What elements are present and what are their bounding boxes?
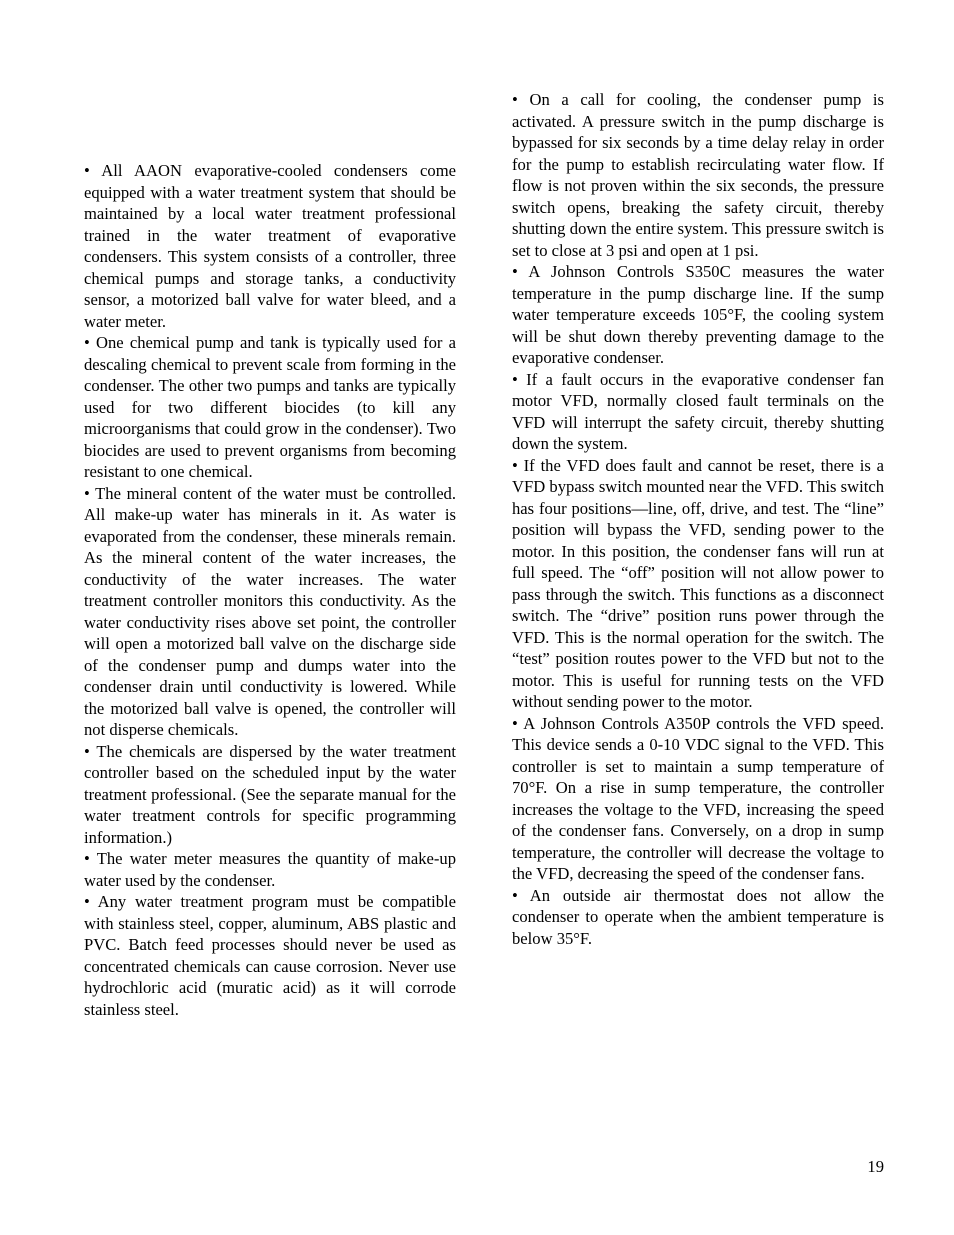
right-column [512, 89, 884, 949]
page-number: 19 [867, 1157, 884, 1176]
left-column [84, 160, 456, 1020]
paragraph-outside-air-thermostat: • An outside air thermostat does not allow the condenser to operate when the ambient temperature is below 35°F. [512, 885, 884, 948]
paragraph-chemical-pumps: • One chemical pump and tank is typically used for a descaling chemical to prevent scale from forming in the condenser. The other two pumps and tanks are typically used for two different biocides (to kill any microorganisms that could grow in the condenser). Two biocides are used to prevent organisms from becoming resistant to one chemical. [84, 333, 456, 481]
paragraph-vfd-fault: • If a fault occurs in the evaporative condenser fan motor VFD, normally closed fault terminals on the VFD will interrupt the safety circuit, thereby shutting down the system. [512, 369, 884, 453]
paragraph-water-meter: • The water meter measures the quantity of make-up water used by the condenser. [84, 849, 456, 890]
paragraph-chemical-dispersal: • The chemicals are dispersed by the water treatment controller based on the scheduled input by the water treatment professional. (See the separate manual for the water treatment controls for specific programming information.) [84, 741, 456, 847]
paragraph-a350p-controller: • A Johnson Controls A350P controls the VFD speed. This device sends a 0-10 VDC signal to the VFD. This controller is set to maintain a sump temperature of 70°F. On a rise in sump temperature, the controller increases the voltage to the VFD, increasing the speed of the condenser fans. Conversely, on a drop in sump temperature, the controller will decrease the voltage to the VFD, decreasing the speed of the condenser fans. [512, 713, 884, 883]
paragraph-s350c-sensor: • A Johnson Controls S350C measures the water temperature in the pump discharge line. If the sump water temperature exceeds 105°F, the cooling system will be shut down thereby preventing damage to the evaporative condenser. [512, 262, 884, 367]
paragraph-condenser-pump: • On a call for cooling, the condenser pump is activated. A pressure switch in the pump discharge is bypassed for six seconds by a time delay relay in order for the pump to establish recirculating water flow. If flow is not proven within the six seconds, the pressure switch opens, breaking the safety circuit, thereby shutting down the entire system. This pressure switch is set to close at 3 psi and open at 1 psi. [512, 90, 884, 260]
paragraph-water-treatment-system: • All AAON evaporative-cooled condensers come equipped with a water treatment system that should be maintained by a local water treatment professional trained in the water treatment of evaporative condensers. This system consists of a controller, three chemical pumps and storage tanks, a conductivity sensor, a motorized ball valve for water bleed, and a water meter. [84, 161, 456, 331]
paragraph-treatment-compatibility: • Any water treatment program must be compatible with stainless steel, copper, aluminum, ABS plastic and PVC. Batch feed processes should never be used as concentrated chemicals can cause corrosion. Never use hydrochloric acid (muratic acid) as it will corrode stainless steel. [84, 892, 456, 1019]
paragraph-vfd-bypass-switch: • If the VFD does fault and cannot be reset, there is a VFD bypass switch mounted near the VFD. This switch has four positions—line, off, drive, and test. The “line” position will bypass the VFD, sending power to the motor. In this position, the condenser fans will run at full speed. The “off” position will not allow power to pass through the switch. This functions as a disconnect switch. The “drive” position runs power through the VFD. This is the normal operation for the switch. The “test” position routes power to the VFD but not to the motor. This is useful for running tests on the VFD without sending power to the motor. [512, 455, 884, 711]
paragraph-mineral-content: • The mineral content of the water must be controlled. All make-up water has minerals in it. As water is evaporated from the condenser, these minerals remain. As the mineral content of the water increases, the conductivity of the water increases. The water treatment controller monitors this conductivity. As the water conductivity rises above set point, the controller will open a motorized ball valve on the discharge side of the condenser pump and dumps water into the condenser drain until conductivity is lowered. While the motorized ball valve is opened, the controller will not disperse chemicals. [84, 483, 456, 739]
